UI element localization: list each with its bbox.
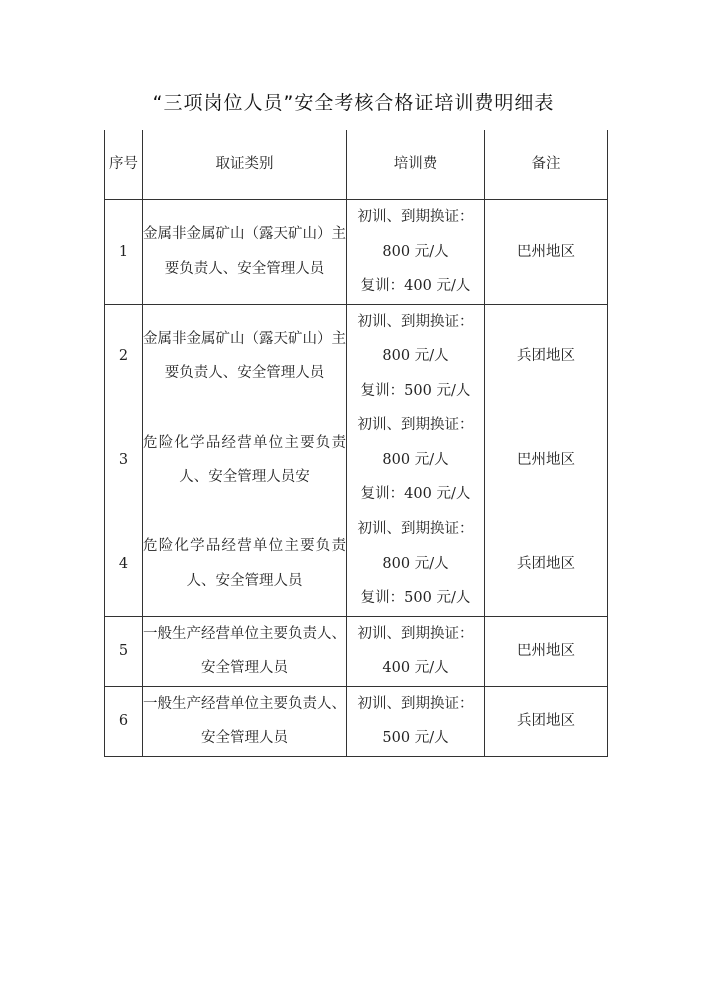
remark: 兵团地区 — [485, 512, 608, 616]
cert-type-text: 危险化学品经营单位主要负责人、安全管理人员安 — [143, 434, 346, 485]
table-row — [105, 512, 608, 616]
cert-type — [143, 304, 347, 408]
fee-line: 800 元/人 — [382, 243, 449, 260]
cert-type — [143, 200, 347, 305]
fee-line: 复训：500 元/人 — [360, 382, 471, 399]
table-row — [105, 304, 608, 408]
cert-type-text: 危险化学品经营单位主要负责人、安全管理人员 — [143, 538, 346, 589]
fee-line: 复训：400 元/人 — [360, 278, 471, 294]
fee-line: 初训、到期换证： — [357, 209, 474, 225]
fee-line: 初训、到期换证： — [357, 417, 474, 434]
row-number: 5 — [105, 616, 143, 686]
training-fee — [347, 200, 485, 305]
fee-line: 初训、到期换证： — [357, 695, 474, 712]
row-number: 3 — [105, 408, 143, 512]
cert-type-text: 金属非金属矿山（露天矿山）主要负责人、安全管理人员 — [143, 226, 346, 277]
cert-type-text: 一般生产经营单位主要负责人、安全管理人员 — [143, 625, 346, 676]
cert-type — [143, 408, 347, 512]
cert-type — [143, 686, 347, 756]
table-header-row — [105, 130, 608, 200]
fee-line: 初训、到期换证： — [357, 313, 474, 330]
fee-line: 400 元/人 — [382, 660, 449, 676]
row-number: 2 — [105, 304, 143, 408]
header-no: 序号 — [105, 130, 143, 200]
document-title: “三项岗位人员”安全考核合格证培训费明细表 — [152, 92, 555, 114]
remark: 巴州地区 — [485, 200, 608, 305]
training-fee — [347, 512, 485, 616]
table-row — [105, 408, 608, 512]
remark: 巴州地区 — [485, 408, 608, 512]
cert-type-text: 金属非金属矿山（露天矿山）主要负责人、安全管理人员 — [143, 330, 346, 382]
remark: 兵团地区 — [485, 304, 608, 408]
row-number: 6 — [105, 686, 143, 756]
remark: 兵团地区 — [485, 686, 608, 756]
training-fee — [347, 616, 485, 686]
cert-type-text: 一般生产经营单位主要负责人、安全管理人员 — [143, 695, 346, 746]
remark: 巴州地区 — [485, 616, 608, 686]
fee-line: 复训：500 元/人 — [360, 590, 471, 606]
training-fee — [347, 408, 485, 512]
fee-line: 800 元/人 — [382, 348, 449, 364]
fee-line: 500 元/人 — [382, 730, 449, 746]
table-row — [105, 686, 608, 756]
header-note: 备注 — [485, 130, 608, 200]
header-fee: 培训费 — [347, 130, 485, 200]
table-row — [105, 200, 608, 305]
fee-line: 800 元/人 — [382, 451, 449, 468]
fee-line: 复训：400 元/人 — [360, 486, 471, 503]
row-number: 4 — [105, 512, 143, 616]
fee-line: 初训、到期换证： — [357, 521, 474, 537]
fee-line: 800 元/人 — [382, 555, 449, 572]
cert-type — [143, 512, 347, 616]
training-fee — [347, 304, 485, 408]
training-fee — [347, 686, 485, 756]
cert-type — [143, 616, 347, 686]
row-number: 1 — [105, 200, 143, 305]
fee-line: 初训、到期换证： — [357, 625, 474, 642]
table-row — [105, 616, 608, 686]
header-type: 取证类别 — [143, 130, 347, 200]
fee-table — [104, 130, 608, 757]
